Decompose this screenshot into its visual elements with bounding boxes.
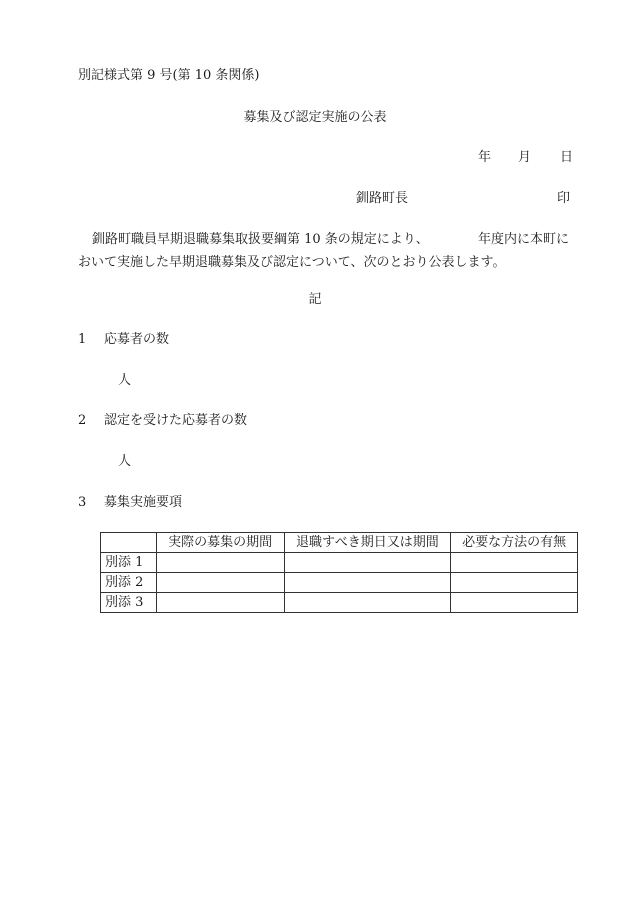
table-header-retirement-date: 退職すべき期日又は期間 [284, 533, 451, 553]
implementation-table [100, 532, 578, 613]
table-cell [156, 553, 284, 573]
row-label: 別添 2 [101, 573, 157, 593]
table-cell [156, 593, 284, 613]
section-label: 応募者の数 [104, 332, 170, 347]
section-applicant-count [78, 332, 169, 348]
table-cell [284, 553, 451, 573]
seal-mark: 印 [557, 191, 571, 206]
document-title: 募集及び認定実施の公表 [243, 110, 387, 125]
date-year-label: 年 [478, 150, 492, 165]
form-number: 別記様式第 9 号(第 10 条関係) [78, 68, 260, 83]
section-label: 認定を受けた応募者の数 [104, 413, 248, 428]
row-label: 別添 3 [101, 593, 157, 613]
table-cell [284, 573, 451, 593]
section-implementation-outline [78, 495, 182, 511]
ki-heading: 記 [308, 292, 322, 307]
section-certified-count [78, 413, 247, 429]
certified-count-unit: 人 [118, 454, 132, 469]
date-day-label: 日 [560, 150, 574, 165]
section-number: 2 [78, 413, 87, 428]
body-line-1-end: 年度内に本町に [478, 232, 570, 247]
table-cell [451, 553, 578, 573]
applicant-count-unit: 人 [118, 373, 132, 388]
table-header-row [101, 533, 578, 553]
date-month-label: 月 [518, 150, 532, 165]
table-cell [451, 593, 578, 613]
table-row [101, 593, 578, 613]
table-header-period: 実際の募集の期間 [156, 533, 284, 553]
table-row [101, 573, 578, 593]
table-header-method: 必要な方法の有無 [451, 533, 578, 553]
body-line-1: 釧路町職員早期退職募集取扱要綱第 10 条の規定により、 [92, 232, 429, 247]
section-label: 募集実施要項 [104, 495, 183, 510]
row-label: 別添 1 [101, 553, 157, 573]
table-header-blank [101, 533, 157, 553]
body-line-2: おいて実施した早期退職募集及び認定について、次のとおり公表します。 [78, 255, 506, 270]
table-cell [284, 593, 451, 613]
table-row [101, 553, 578, 573]
issuer-name: 釧路町長 [356, 191, 409, 206]
table-cell [451, 573, 578, 593]
section-number: 3 [78, 495, 87, 510]
section-number: 1 [78, 332, 87, 347]
table-cell [156, 573, 284, 593]
